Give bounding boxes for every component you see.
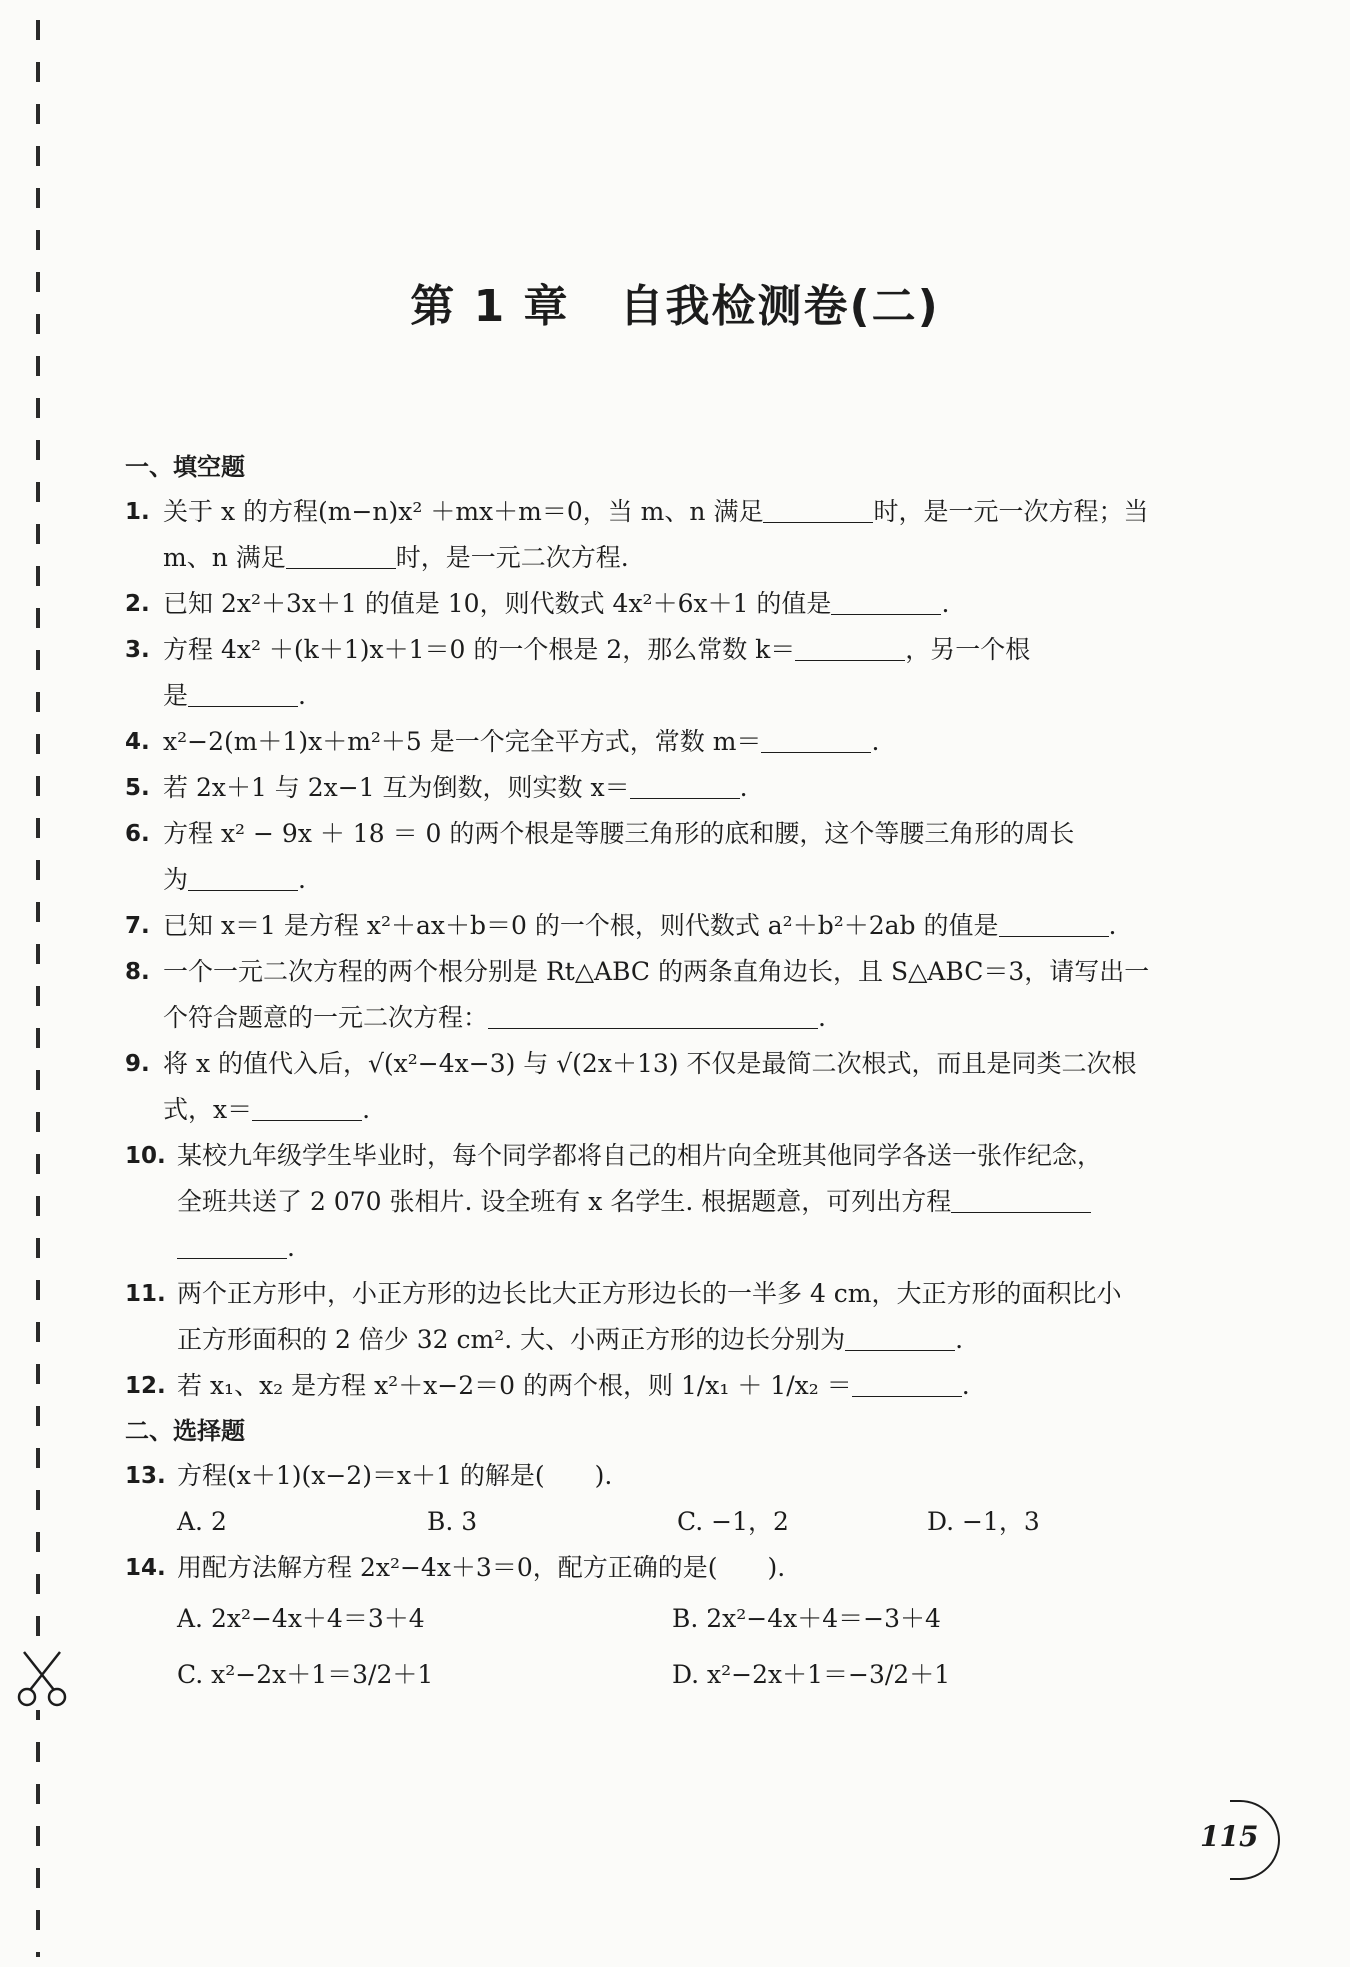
question-9: 9. 将 x 的值代入后，√(x²−4x−3) 与 √(2x＋13) 不仅是最简二次根式，而且是同类二次根 式，x＝ .	[125, 1049, 1137, 1124]
question-7: 7. 已知 x＝1 是方程 x²＋ax＋b＝0 的一个根，则代数式 a²＋b²＋2ab 的值是 .	[125, 911, 1117, 940]
question-5: 5. 若 2x＋1 与 2x−1 互为倒数，则实数 x＝ .	[125, 773, 748, 802]
page-number: 115	[1200, 1820, 1259, 1853]
page-number-bracket	[1230, 1800, 1280, 1880]
chapter-label: 第 1 章	[410, 281, 570, 332]
question-8: 8. 一个一元二次方程的两个根分别是 Rt△ABC 的两条直角边长，且 S△ABC＝3，请写出一 个符合题意的一元二次方程： .	[125, 957, 1150, 1032]
option-a[interactable]: A. 2	[177, 1507, 227, 1536]
test-title: 自我检测卷(二)	[619, 281, 940, 332]
question-12: 12. 若 x₁、x₂ 是方程 x²＋x−2＝0 的两个根，则 1/x₁ ＋ 1/x₂ ＝ .	[125, 1371, 970, 1400]
answer-blank[interactable]	[999, 912, 1109, 937]
question-14-options	[125, 1591, 1195, 1703]
page-title	[0, 270, 1350, 334]
question-1: 1. 关于 x 的方程(m−n)x² ＋mx＋m＝0，当 m、n 满足 时，是一元一次方程；当 m、n 满足 时，是一元二次方程.	[125, 497, 1149, 572]
question-4: 4. x²−2(m＋1)x＋m²＋5 是一个完全平方式，常数 m＝ .	[125, 727, 880, 756]
option-c[interactable]: C. x²−2x＋1＝3/2＋1	[177, 1660, 434, 1689]
question-14: 14. 用配方法解方程 2x²−4x＋3＝0，配方正确的是( ).	[125, 1553, 786, 1582]
answer-blank[interactable]	[831, 590, 941, 615]
answer-blank[interactable]	[488, 1004, 818, 1029]
answer-blank[interactable]	[845, 1326, 955, 1351]
answer-blank[interactable]	[630, 774, 740, 799]
question-6: 6. 方程 x² − 9x ＋ 18 ＝ 0 的两个根是等腰三角形的底和腰，这个等腰三角形的周长 为 .	[125, 819, 1075, 894]
answer-blank[interactable]	[188, 682, 298, 707]
question-content	[125, 445, 1195, 1703]
answer-blank[interactable]	[761, 728, 871, 753]
answer-blank[interactable]	[188, 866, 298, 891]
question-13-options	[125, 1499, 1195, 1545]
option-c[interactable]: C. −1，2	[677, 1507, 789, 1536]
section-fill-in-heading: 一、填空题	[125, 453, 245, 481]
question-11: 11. 两个正方形中，小正方形的边长比大正方形边长的一半多 4 cm，大正方形的面积比小 正方形面积的 2 倍少 32 cm². 大、小两正方形的边长分别为 .	[125, 1279, 1122, 1354]
question-2: 2. 已知 2x²＋3x＋1 的值是 10，则代数式 4x²＋6x＋1 的值是 .	[125, 589, 950, 618]
question-10: 10. 某校九年级学生毕业时，每个同学都将自己的相片向全班其他同学各送一张作纪念， 全班共送了 2 070 张相片. 设全班有 x 名学生. 根据题意，可列出方程 .	[125, 1141, 1103, 1262]
option-b[interactable]: B. 2x²−4x＋4＝−3＋4	[672, 1604, 941, 1633]
answer-blank[interactable]	[951, 1188, 1091, 1213]
option-d[interactable]: D. x²−2x＋1＝−3/2＋1	[672, 1660, 951, 1689]
question-3: 3. 方程 4x² ＋(k＋1)x＋1＝0 的一个根是 2，那么常数 k＝ ，另一个根 是 .	[125, 635, 1031, 710]
answer-blank[interactable]	[252, 1096, 362, 1121]
answer-blank[interactable]	[763, 498, 873, 523]
answer-blank[interactable]	[852, 1372, 962, 1397]
answer-blank[interactable]	[795, 636, 905, 661]
scissors-icon	[14, 1650, 70, 1710]
answer-blank[interactable]	[177, 1234, 287, 1259]
option-a[interactable]: A. 2x²−4x＋4＝3＋4	[177, 1604, 425, 1633]
question-13: 13. 方程(x＋1)(x−2)＝x＋1 的解是( ).	[125, 1461, 613, 1490]
section-choice-heading: 二、选择题	[125, 1417, 245, 1445]
option-b[interactable]: B. 3	[427, 1507, 478, 1536]
option-d[interactable]: D. −1，3	[927, 1507, 1040, 1536]
answer-blank[interactable]	[286, 544, 396, 569]
